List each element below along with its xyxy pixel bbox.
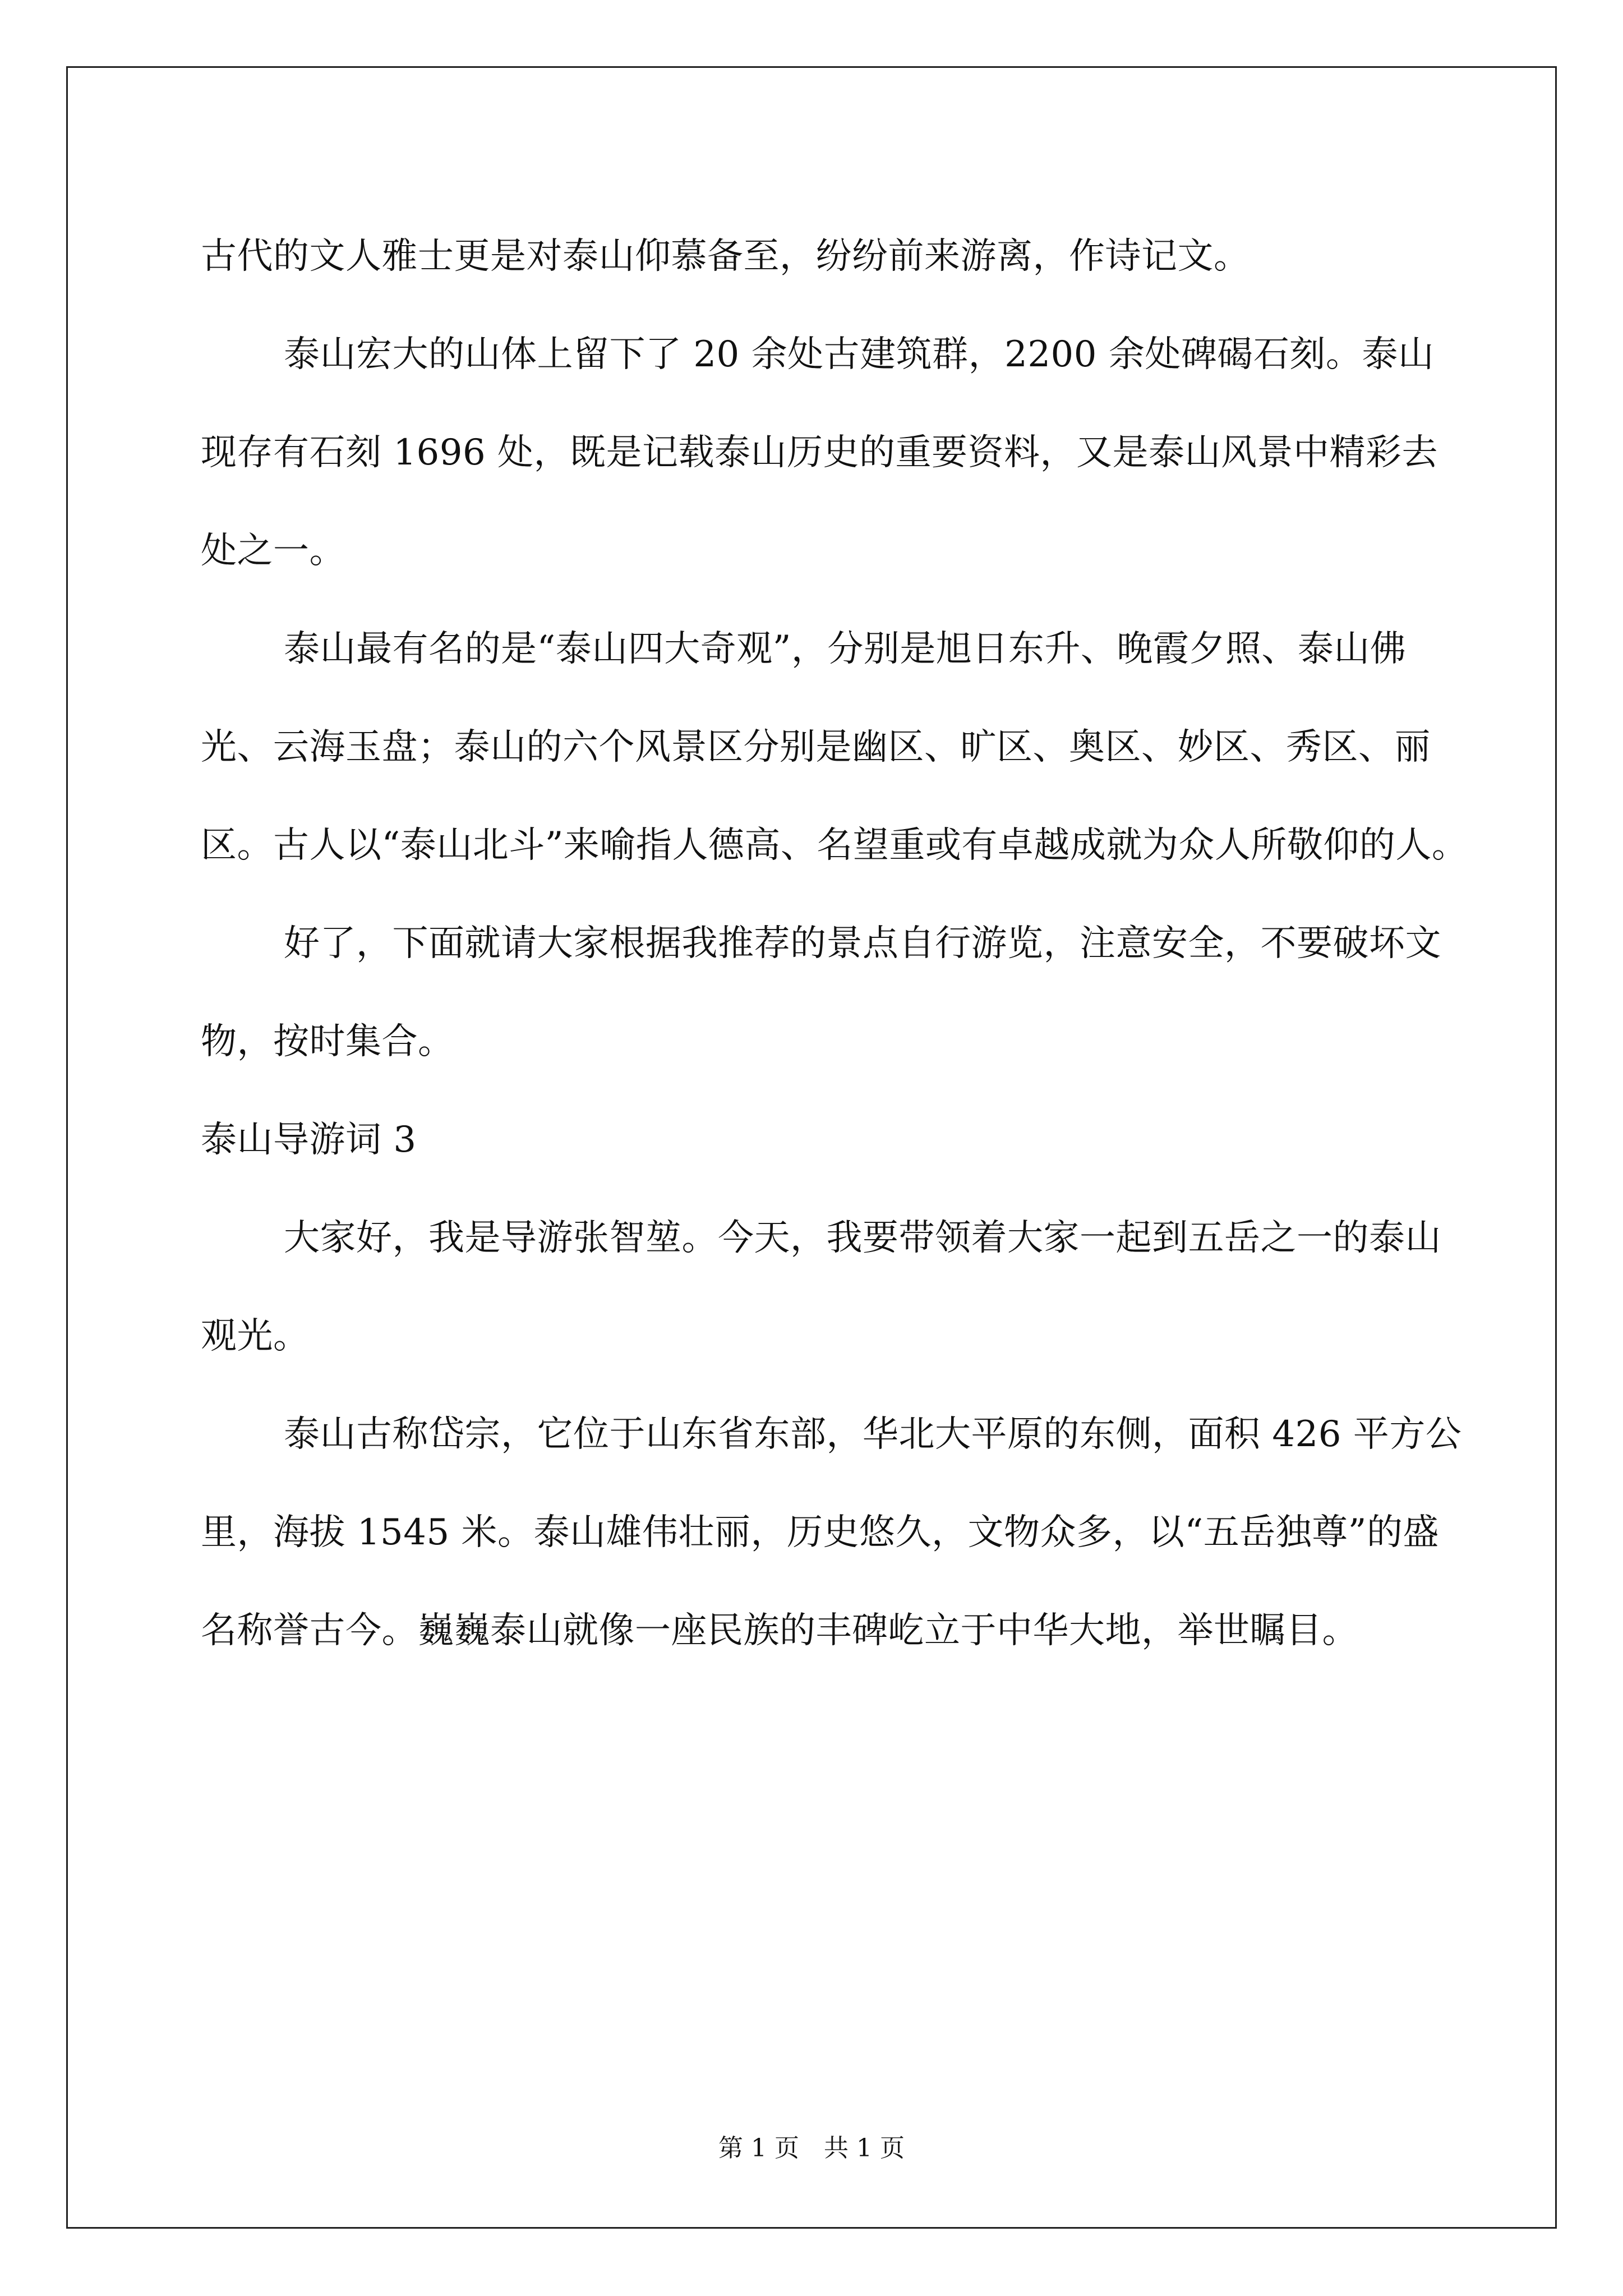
paragraph-3: 泰山最有名的是“泰山四大奇观”，分别是旭日东升、晚霞夕照、泰山佛光、云海玉盘；泰山的六个风景区分别是幽区、旷区、奥区、妙区、秀区、丽区。古人以“泰山北斗”来喻指人德高、名望重或有卓越成就为众人所敬仰的人。 (201, 628, 1468, 866)
document-body (201, 208, 1468, 1680)
section-heading: 泰山导游词 3 (201, 1119, 417, 1161)
paragraph-5: 大家好，我是导游张智堃。今天，我要带领着大家一起到五岳之一的泰山观光。 (201, 1217, 1441, 1357)
paragraph-6: 泰山古称岱宗，它位于山东省东部，华北大平原的东侧，面积 426 平方公里，海拔 1545 米。泰山雄伟壮丽，历史悠久，文物众多，以“五岳独尊”的盛名称誉古今。巍巍泰山就像一座民族的丰碑屹立于中华大地，举世瞩目。 (201, 1414, 1462, 1651)
paragraph-2: 泰山宏大的山体上留下了 20 余处古建筑群，2200 余处碑碣石刻。泰山现存有石刻 1696 处，既是记载泰山历史的重要资料，又是泰山风景中精彩去处之一。 (201, 334, 1438, 572)
paragraph-4: 好了，下面就请大家根据我推荐的景点自行游览，注意安全，不要破坏文物，按时集合。 (201, 923, 1441, 1062)
page-footer: 第 1 页 共 1 页 (718, 2134, 905, 2162)
paragraph-1: 古代的文人雅士更是对泰山仰慕备至，纷纷前来游离，作诗记文。 (201, 236, 1250, 277)
